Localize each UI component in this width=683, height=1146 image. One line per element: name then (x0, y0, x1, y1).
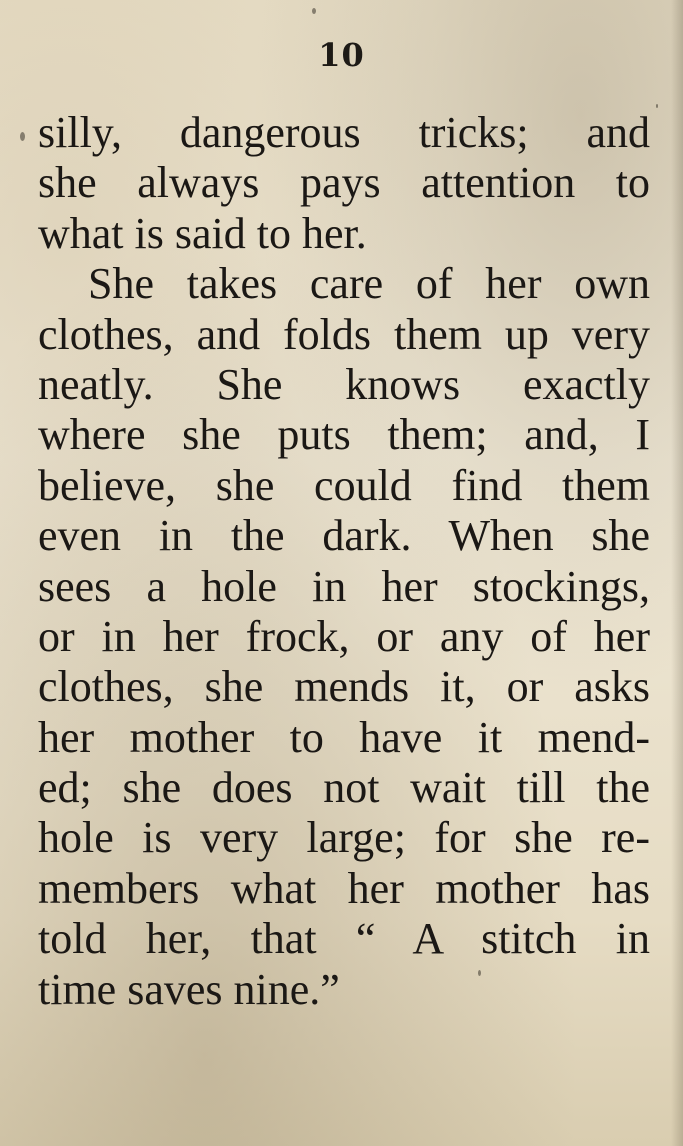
text-line: silly, dangerous tricks; and (38, 108, 650, 157)
text-line: what is said to her. (38, 208, 367, 258)
text-line: she always pays attention to (38, 158, 650, 208)
text-line: told her, that “ A stitch in (38, 914, 650, 964)
text-line: believe, she could find them (38, 460, 650, 510)
text-line: members what her mother has (38, 863, 650, 913)
text-line: She takes care of her own (88, 259, 650, 309)
text-line: hole is very large; for she re- (38, 813, 650, 863)
body-text (38, 108, 650, 1015)
ink-speck (656, 104, 658, 108)
text-line: clothes, she mends it, or asks (38, 662, 650, 712)
ink-speck (20, 132, 25, 141)
text-line: neatly. She knows exactly (38, 359, 650, 409)
page-edge-shadow (671, 0, 683, 1146)
text-line: ed; she does not wait till the (38, 763, 650, 813)
text-line: time saves nine.” (38, 964, 340, 1014)
text-line: her mother to have it mend- (38, 712, 650, 762)
text-line: even in the dark. When she (38, 511, 650, 561)
ink-speck (478, 970, 481, 976)
text-line: or in her frock, or any of her (38, 611, 650, 661)
text-line: clothes, and folds them up very (38, 309, 650, 359)
text-line: where she puts them; and, I (38, 410, 650, 460)
text-line: sees a hole in her stockings, (38, 561, 650, 611)
page-number: 10 (318, 36, 365, 74)
ink-speck (312, 8, 316, 14)
